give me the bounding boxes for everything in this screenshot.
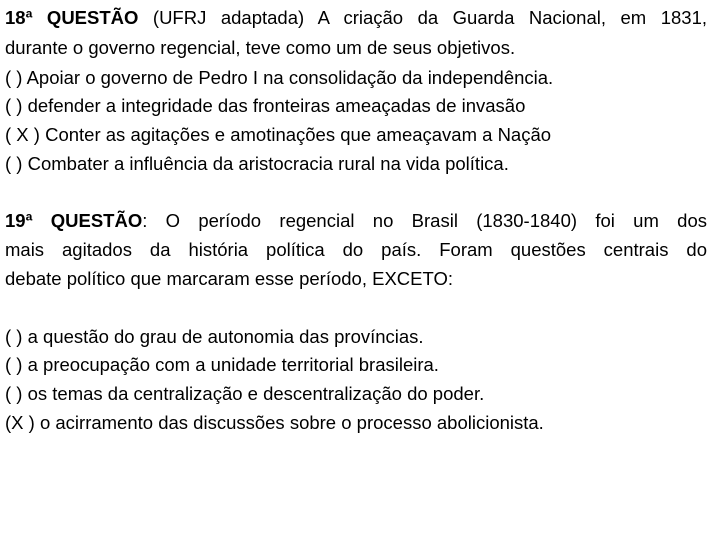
option-text: o acirramento das discussões sobre o processo abolicionista. — [34, 412, 544, 433]
q19-option-3 — [5, 382, 484, 406]
q18-intro-line-1 — [5, 6, 707, 30]
option-box: ( ) — [5, 354, 23, 375]
q18-option-1 — [5, 66, 553, 90]
q19-intro-line-2: mais agitados da história política do país. Foram questões centrais do — [5, 239, 707, 260]
q19-intro-line-3: debate político que marcaram esse período, EXCETO: — [5, 268, 454, 289]
q18-option-4 — [5, 152, 509, 176]
q18-intro-line-2: durante o governo regencial, teve como um de seus objetivos. — [5, 37, 516, 58]
q19-option-4 — [5, 411, 544, 435]
q19-number: 19ª QUESTÃO — [5, 210, 143, 231]
option-text: a preocupação com a unidade territorial brasileira. — [22, 354, 439, 375]
q19-intro-text-1: : O período regencial no Brasil (1830-1840) foi um dos — [142, 210, 707, 231]
option-box: ( ) — [5, 383, 23, 404]
option-text: Apoiar o governo de Pedro I na consolidação da independência. — [22, 67, 554, 88]
q18-option-2 — [5, 94, 525, 118]
option-text: defender a integridade das fronteiras ameaçadas de invasão — [22, 95, 526, 116]
option-box: ( ) — [5, 326, 23, 347]
q18-option-3 — [5, 123, 551, 147]
q19-intro-line-1 — [5, 209, 707, 233]
option-text: a questão do grau de autonomia das províncias. — [22, 326, 424, 347]
option-box-marked: (X ) — [5, 412, 35, 433]
option-box: ( ) — [5, 67, 23, 88]
option-text: Conter as agitações e amotinações que ameaçavam a Nação — [39, 124, 552, 145]
option-box: ( ) — [5, 153, 23, 174]
q18-number: 18ª QUESTÃO — [5, 7, 139, 28]
option-box: ( ) — [5, 95, 23, 116]
q18-intro-text-1: (UFRJ adaptada) A criação da Guarda Nacional, em 1831, — [138, 7, 707, 28]
q19-option-1 — [5, 325, 424, 349]
option-box-marked: ( X ) — [5, 124, 40, 145]
option-text: Combater a influência da aristocracia rural na vida política. — [22, 153, 509, 174]
option-text: os temas da centralização e descentralização do poder. — [22, 383, 485, 404]
q19-option-2 — [5, 353, 439, 377]
